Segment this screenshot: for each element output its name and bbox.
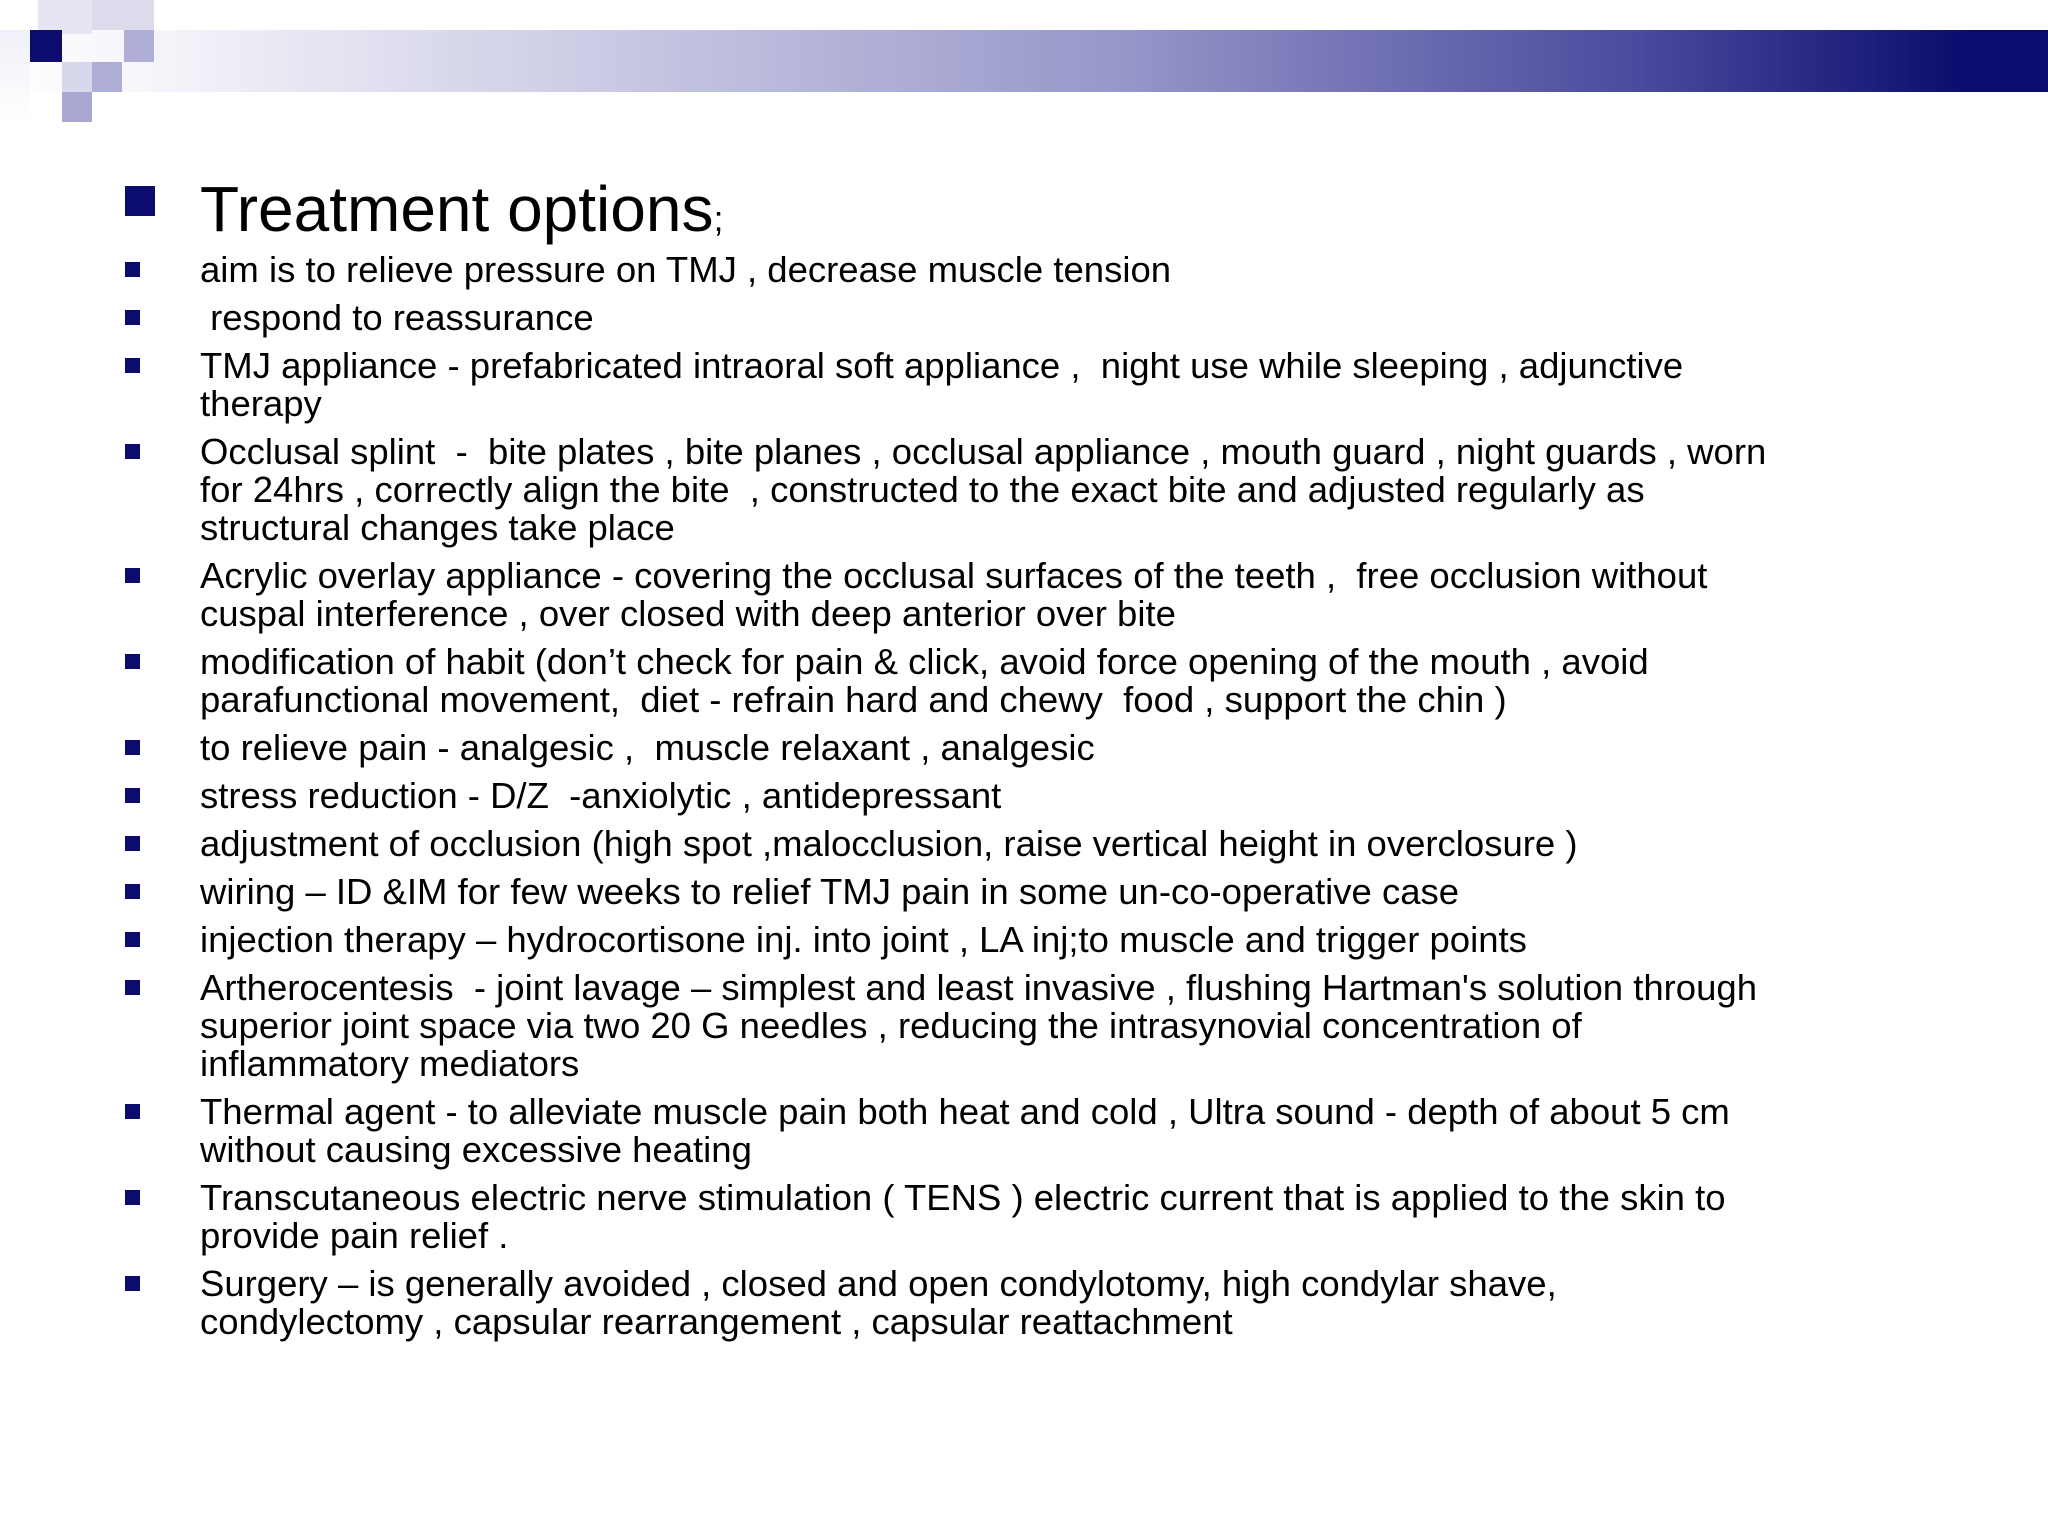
list-item: [125, 1265, 2025, 1341]
list-item-text: to relieve pain - analgesic , muscle relaxant , analgesic: [200, 727, 1095, 768]
list-item: [125, 299, 2025, 337]
list-item-text: aim is to relieve pressure on TMJ , decrease muscle tension: [200, 249, 1172, 290]
square-bullet-icon: [125, 1276, 140, 1291]
header-decoration-square: [124, 30, 154, 62]
list-item-text: Artherocentesis - joint lavage – simplest and least invasive , flushing Hartman's solution through superior joint space via two 20 G needles , reducing the intrasynovial concentration of inflammatory mediators: [200, 967, 1757, 1084]
list-item: [125, 1093, 2025, 1169]
list-item-text: injection therapy – hydrocortisone inj. into joint , LA inj;to muscle and trigger points: [200, 919, 1527, 960]
list-item: [125, 347, 2025, 423]
square-bullet-icon: [125, 1104, 140, 1119]
list-item-text: modification of habit (don’t check for pain & click, avoid force opening of the mouth , avoid parafunctional movement, diet - refrain hard and chewy food , support the chin ): [200, 641, 1649, 720]
list-item: [125, 729, 2025, 767]
bullet-list: [125, 251, 2025, 1351]
list-item-text: Acrylic overlay appliance - covering the occlusal surfaces of the teeth , free occlusion without cuspal interference , over closed with deep anterior over bite: [200, 555, 1708, 634]
list-item-text: Transcutaneous electric nerve stimulation ( TENS ) electric current that is applied to the skin to provide pain relief .: [200, 1177, 1726, 1256]
square-bullet-icon: [125, 1190, 140, 1205]
header-decoration-square: [62, 92, 92, 122]
list-item: [125, 1179, 2025, 1255]
square-bullet-icon: [125, 444, 140, 459]
square-bullet-icon: [125, 980, 140, 995]
header-decoration-square: [62, 62, 92, 92]
header-decoration-square: [38, 0, 92, 34]
list-item-text: TMJ appliance - prefabricated intraoral soft appliance , night use while sleeping , adjunctive therapy: [200, 345, 1684, 424]
square-bullet-icon: [125, 740, 140, 755]
list-item-text: wiring – ID &IM for few weeks to relief TMJ pain in some un-co-operative case: [200, 871, 1460, 912]
list-item: [125, 969, 2025, 1083]
slide-title-row: [125, 172, 723, 256]
list-item: [125, 777, 2025, 815]
list-item: [125, 433, 2025, 547]
square-bullet-icon: [125, 358, 140, 373]
square-bullet-icon: [125, 568, 140, 583]
list-item: [125, 825, 2025, 863]
header-decoration-square: [0, 30, 30, 122]
square-bullet-icon: [125, 186, 155, 216]
list-item: [125, 643, 2025, 719]
square-bullet-icon: [125, 884, 140, 899]
list-item-text: adjustment of occlusion (high spot ,malocclusion, raise vertical height in overclosure ): [200, 823, 1578, 864]
list-item-text: stress reduction - D/Z -anxiolytic , antidepressant: [200, 775, 1002, 816]
slide-title-text: Treatment options: [200, 173, 714, 245]
square-bullet-icon: [125, 932, 140, 947]
square-bullet-icon: [125, 788, 140, 803]
list-item: [125, 921, 2025, 959]
header-decoration-square: [92, 62, 122, 92]
list-item-text: Occlusal splint - bite plates , bite planes , occlusal appliance , mouth guard , night guards , worn for 24hrs , correctly align the bite , constructed to the exact bite and adjusted regularly as structural changes take place: [200, 431, 1767, 548]
list-item-text: Thermal agent - to alleviate muscle pain both heat and cold , Ultra sound - depth of about 5 cm without causing excessive heating: [200, 1091, 1730, 1170]
slide-title: [200, 172, 723, 256]
header-gradient-band: [0, 30, 2048, 92]
list-item-text: respond to reassurance: [200, 297, 594, 338]
square-bullet-icon: [125, 262, 140, 277]
header-decoration-square: [92, 0, 154, 30]
list-item: [125, 873, 2025, 911]
square-bullet-icon: [125, 836, 140, 851]
list-item: [125, 557, 2025, 633]
slide-title-suffix: ;: [713, 198, 724, 239]
square-bullet-icon: [125, 654, 140, 669]
square-bullet-icon: [125, 310, 140, 325]
header-decoration-square: [30, 30, 62, 62]
list-item: [125, 251, 2025, 289]
list-item-text: Surgery – is generally avoided , closed and open condylotomy, high condylar shave, condylectomy , capsular rearrangement , capsular reattachment: [200, 1263, 1557, 1342]
